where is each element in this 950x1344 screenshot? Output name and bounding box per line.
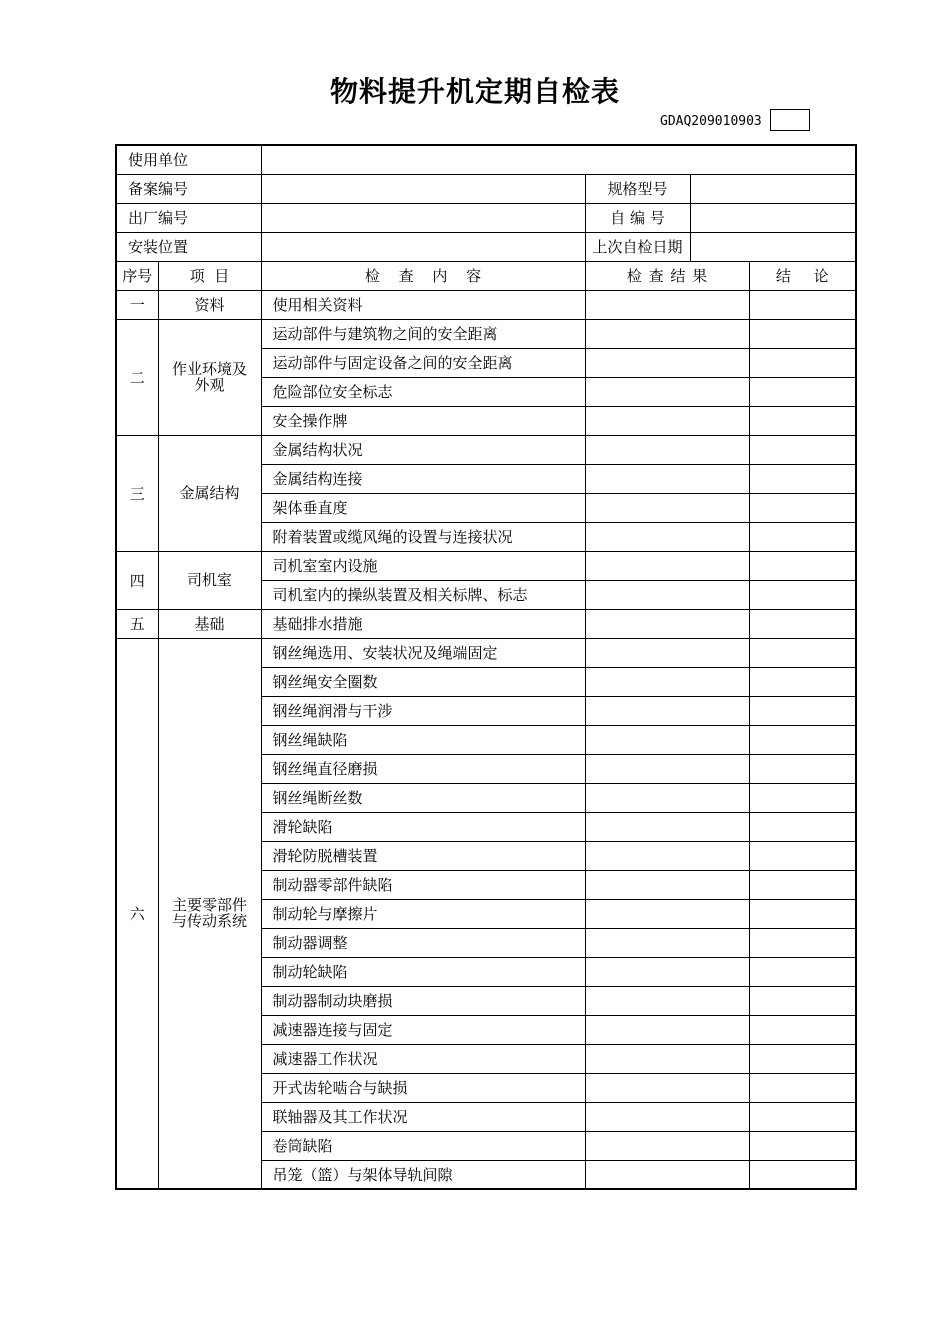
- check-result-cell[interactable]: [585, 986, 749, 1015]
- check-content: 钢丝绳润滑与干涉: [261, 696, 585, 725]
- table-row: [116, 290, 856, 319]
- check-content: 安全操作牌: [261, 406, 585, 435]
- check-content: 减速器连接与固定: [261, 1015, 585, 1044]
- check-result-cell[interactable]: [585, 580, 749, 609]
- column-header-row: [116, 261, 856, 290]
- label-self-no: 自 编 号: [586, 204, 691, 232]
- check-result-cell[interactable]: [585, 783, 749, 812]
- check-content: 钢丝绳安全圈数: [261, 667, 585, 696]
- value-last-check-date[interactable]: [691, 233, 856, 261]
- conclusion-cell[interactable]: [749, 609, 856, 638]
- check-content: 卷筒缺陷: [261, 1131, 585, 1160]
- label-install-location: 安装位置: [116, 232, 261, 261]
- form-title: 物料提升机定期自检表: [329, 75, 620, 108]
- conclusion-cell[interactable]: [749, 551, 856, 580]
- check-content: 制动器调整: [261, 928, 585, 957]
- check-content: 减速器工作状况: [261, 1044, 585, 1073]
- col-item: 项 目: [158, 261, 261, 290]
- table-row: [116, 435, 856, 464]
- check-result-cell[interactable]: [585, 435, 749, 464]
- check-result-cell[interactable]: [585, 812, 749, 841]
- conclusion-cell[interactable]: [749, 319, 856, 348]
- check-content: 开式齿轮啮合与缺损: [261, 1073, 585, 1102]
- conclusion-cell[interactable]: [749, 899, 856, 928]
- conclusion-cell[interactable]: [749, 464, 856, 493]
- check-content: 运动部件与建筑物之间的安全距离: [261, 319, 585, 348]
- value-user-unit[interactable]: [261, 145, 856, 174]
- check-result-cell[interactable]: [585, 377, 749, 406]
- last-check-wrap: [585, 232, 856, 261]
- check-result-cell[interactable]: [585, 667, 749, 696]
- check-result-cell[interactable]: [585, 464, 749, 493]
- group-item: 司机室: [158, 551, 261, 609]
- label-user-unit: 使用单位: [116, 145, 261, 174]
- check-result-cell[interactable]: [585, 754, 749, 783]
- check-content: 滑轮防脱槽装置: [261, 841, 585, 870]
- check-content: 吊笼（篮）与架体导轨间隙: [261, 1160, 585, 1189]
- check-result-cell[interactable]: [585, 841, 749, 870]
- form-code-box[interactable]: [770, 109, 810, 131]
- table-row: [116, 319, 856, 348]
- check-result-cell[interactable]: [585, 1131, 749, 1160]
- check-content: 金属结构连接: [261, 464, 585, 493]
- group-item: 作业环境及外观: [158, 319, 261, 435]
- conclusion-cell[interactable]: [749, 435, 856, 464]
- table-row: [116, 638, 856, 667]
- check-content: 制动轮缺陷: [261, 957, 585, 986]
- value-install-location[interactable]: [261, 232, 585, 261]
- check-result-cell[interactable]: [585, 522, 749, 551]
- group-seq: 四: [116, 551, 158, 609]
- check-result-cell[interactable]: [585, 1102, 749, 1131]
- col-content: 检 查 内 容: [261, 261, 585, 290]
- check-result-cell[interactable]: [585, 957, 749, 986]
- check-content: 制动器制动块磨损: [261, 986, 585, 1015]
- check-result-cell[interactable]: [585, 1044, 749, 1073]
- check-content: 钢丝绳缺陷: [261, 725, 585, 754]
- check-result-cell[interactable]: [585, 1073, 749, 1102]
- check-result-cell[interactable]: [585, 319, 749, 348]
- check-content: 钢丝绳选用、安装状况及绳端固定: [261, 638, 585, 667]
- col-conclusion: 结 论: [749, 261, 856, 290]
- conclusion-cell[interactable]: [749, 841, 856, 870]
- conclusion-cell[interactable]: [749, 377, 856, 406]
- check-content: 使用相关资料: [261, 290, 585, 319]
- check-content: 钢丝绳断丝数: [261, 783, 585, 812]
- check-result-cell[interactable]: [585, 1160, 749, 1189]
- inspection-table: [115, 144, 857, 1190]
- group-seq: 三: [116, 435, 158, 551]
- group-item: 金属结构: [158, 435, 261, 551]
- check-content: 制动器零部件缺陷: [261, 870, 585, 899]
- conclusion-cell[interactable]: [749, 928, 856, 957]
- check-result-cell[interactable]: [585, 290, 749, 319]
- check-content: 司机室室内设施: [261, 551, 585, 580]
- conclusion-cell[interactable]: [749, 870, 856, 899]
- conclusion-cell[interactable]: [749, 348, 856, 377]
- value-self-no[interactable]: [691, 204, 856, 232]
- check-content: 架体垂直度: [261, 493, 585, 522]
- conclusion-cell[interactable]: [749, 493, 856, 522]
- self-wrap: [585, 203, 856, 232]
- check-content: 司机室内的操纵装置及相关标牌、标志: [261, 580, 585, 609]
- label-factory-no: 出厂编号: [116, 203, 261, 232]
- conclusion-cell[interactable]: [749, 290, 856, 319]
- conclusion-cell[interactable]: [749, 580, 856, 609]
- header-row-factory: [116, 203, 856, 232]
- check-result-cell[interactable]: [585, 406, 749, 435]
- conclusion-cell[interactable]: [749, 986, 856, 1015]
- check-result-cell[interactable]: [585, 551, 749, 580]
- check-result-cell[interactable]: [585, 493, 749, 522]
- label-spec-model-visible: 规格型号: [586, 175, 691, 203]
- conclusion-cell[interactable]: [749, 957, 856, 986]
- value-record-no[interactable]: [261, 174, 585, 203]
- group-item: 主要零部件与传动系统: [158, 638, 261, 1189]
- conclusion-cell[interactable]: [749, 406, 856, 435]
- conclusion-cell[interactable]: [749, 1015, 856, 1044]
- check-content: 联轴器及其工作状况: [261, 1102, 585, 1131]
- group-item: 基础: [158, 609, 261, 638]
- header-row-record: [116, 174, 856, 203]
- conclusion-cell[interactable]: [749, 754, 856, 783]
- spec-wrap: [585, 174, 856, 203]
- col-result: 检 查 结 果: [585, 261, 749, 290]
- conclusion-cell[interactable]: [749, 696, 856, 725]
- check-content: 制动轮与摩擦片: [261, 899, 585, 928]
- conclusion-cell[interactable]: [749, 667, 856, 696]
- check-content: 钢丝绳直径磨损: [261, 754, 585, 783]
- conclusion-cell[interactable]: [749, 522, 856, 551]
- label-last-check-date: 上次自检日期: [586, 233, 691, 261]
- form-code: GDAQ209010903: [660, 114, 762, 129]
- table-row: [116, 551, 856, 580]
- check-content: 基础排水措施: [261, 609, 585, 638]
- conclusion-cell[interactable]: [749, 1131, 856, 1160]
- value-spec-model[interactable]: [691, 175, 856, 203]
- conclusion-cell[interactable]: [749, 1073, 856, 1102]
- group-seq: 五: [116, 609, 158, 638]
- check-content: 运动部件与固定设备之间的安全距离: [261, 348, 585, 377]
- header-row-user-unit: [116, 145, 856, 174]
- table-row: [116, 609, 856, 638]
- check-result-cell[interactable]: [585, 348, 749, 377]
- header-row-install: [116, 232, 856, 261]
- check-result-cell[interactable]: [585, 609, 749, 638]
- check-result-cell[interactable]: [585, 696, 749, 725]
- check-result-cell[interactable]: [585, 928, 749, 957]
- col-seq: 序号: [116, 261, 158, 290]
- check-content: 危险部位安全标志: [261, 377, 585, 406]
- conclusion-cell[interactable]: [749, 1102, 856, 1131]
- conclusion-cell[interactable]: [749, 783, 856, 812]
- check-result-cell[interactable]: [585, 870, 749, 899]
- check-result-cell[interactable]: [585, 725, 749, 754]
- conclusion-cell[interactable]: [749, 1160, 856, 1189]
- group-seq: 一: [116, 290, 158, 319]
- check-result-cell[interactable]: [585, 638, 749, 667]
- value-factory-no[interactable]: [261, 203, 585, 232]
- check-content: 滑轮缺陷: [261, 812, 585, 841]
- check-content: 附着装置或缆风绳的设置与连接状况: [261, 522, 585, 551]
- conclusion-cell[interactable]: [749, 1044, 856, 1073]
- group-seq: 二: [116, 319, 158, 435]
- label-record-no: 备案编号: [116, 174, 261, 203]
- group-item: 资料: [158, 290, 261, 319]
- group-seq: 六: [116, 638, 158, 1189]
- check-content: 金属结构状况: [261, 435, 585, 464]
- check-result-cell[interactable]: [585, 1015, 749, 1044]
- conclusion-cell[interactable]: [749, 812, 856, 841]
- conclusion-cell[interactable]: [749, 725, 856, 754]
- conclusion-cell[interactable]: [749, 638, 856, 667]
- check-result-cell[interactable]: [585, 899, 749, 928]
